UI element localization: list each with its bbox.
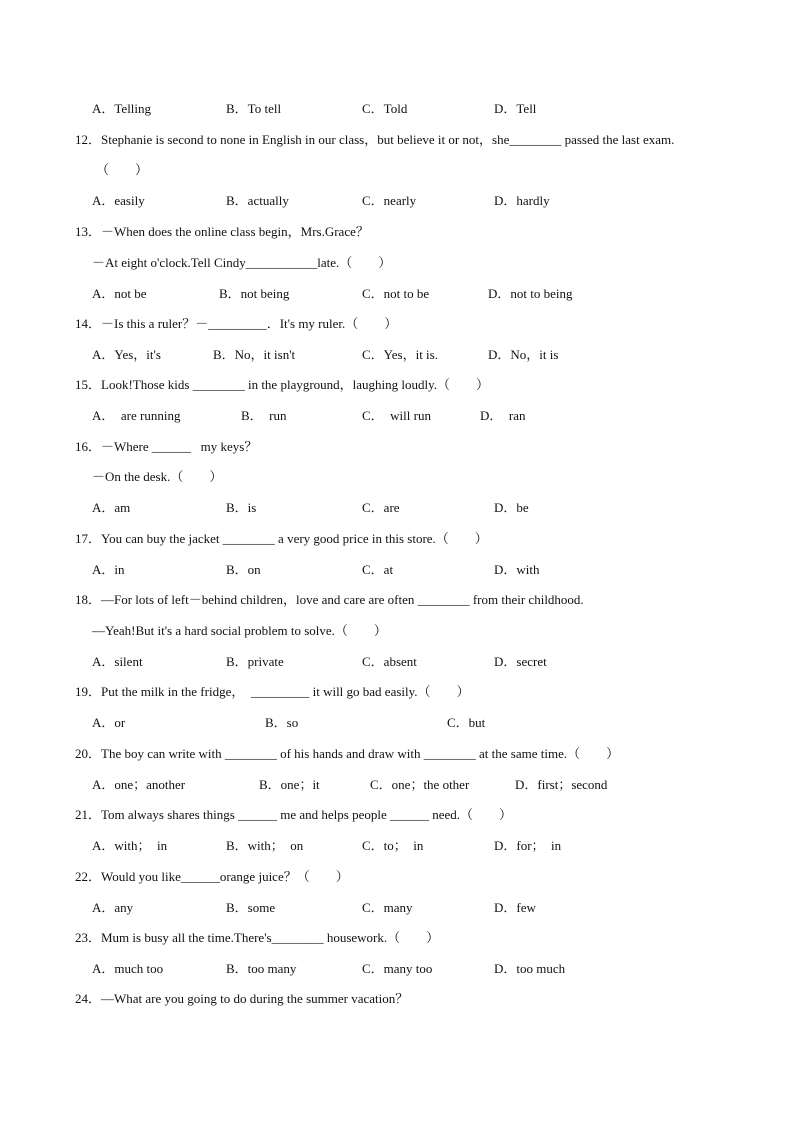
q16-options — [0, 498, 529, 518]
q20-option-c: C．one；the other — [370, 777, 470, 792]
q20-stem — [0, 744, 620, 764]
q13-option-b: B．not being — [219, 286, 290, 301]
q15-option-b: B． run — [241, 408, 287, 423]
q20-option-a: A．one；another — [92, 777, 186, 792]
q12-options — [0, 191, 550, 211]
q19-option-a: A．or — [92, 715, 126, 730]
q22-stem — [0, 867, 349, 887]
q24-stem-text: 24．—What are you going to do during the summer vacation？ — [75, 991, 409, 1006]
q19-option-b: B．so — [265, 715, 299, 730]
q18-line2 — [0, 621, 387, 641]
q15-stem-text: 15．Look!Those kids ________ in the playground，laughing loudly.（ ） — [75, 377, 490, 392]
q21-option-b: B．with； on — [226, 838, 304, 853]
q23-option-d: D．too much — [494, 961, 566, 976]
q23-option-b: B．too many — [226, 961, 297, 976]
q11-option-a: A．Telling — [92, 101, 152, 116]
q11-option-d: D．Tell — [494, 101, 537, 116]
q12-option-a: A．easily — [92, 193, 145, 208]
q21-options — [0, 836, 562, 856]
q22-stem-text: 22．Would you like______orange juice？（ ） — [75, 869, 349, 884]
q16-option-b: B．is — [226, 500, 257, 515]
q13-options — [0, 284, 573, 304]
q17-option-b: B．on — [226, 562, 261, 577]
q18-stem-text: 18．—For lots of left－behind children，love and care are often ________ from their childhood. — [75, 592, 584, 607]
q13-stem — [0, 222, 369, 242]
q21-stem — [0, 805, 513, 825]
q11-option-b: B．To tell — [226, 101, 282, 116]
q17-stem-text: 17．You can buy the jacket ________ a very good price in this store.（ ） — [75, 531, 488, 546]
q12-paren-line — [0, 160, 149, 180]
q13-line2 — [0, 253, 392, 273]
q19-stem — [0, 682, 470, 702]
q14-option-a: A．Yes，it's — [92, 347, 161, 362]
q16-option-d: D．be — [494, 500, 529, 515]
q16-stem-text: 16．－Where ______ my keys？ — [75, 439, 258, 454]
q15-option-d: D． ran — [480, 408, 526, 423]
q21-option-d: D．for； in — [494, 838, 562, 853]
q15-stem — [0, 375, 490, 395]
q17-stem — [0, 529, 488, 549]
q23-options — [0, 959, 566, 979]
q19-options — [0, 713, 486, 733]
q22-options — [0, 898, 536, 918]
q17-option-d: D．with — [494, 562, 540, 577]
q20-options — [0, 775, 608, 795]
q12-option-c: C．nearly — [362, 193, 417, 208]
q13-option-a: A．not be — [92, 286, 147, 301]
q15-option-c: C． will run — [362, 408, 431, 423]
q16-option-c: C．are — [362, 500, 400, 515]
q22-option-a: A．any — [92, 900, 134, 915]
q12-answer-paren: （ ） — [96, 162, 149, 177]
q21-option-c: C．to； in — [362, 838, 424, 853]
q15-options — [0, 406, 526, 426]
q12-stem-text: 12．Stephanie is second to none in English in our class，but believe it or not，she________ passed the last exam. — [75, 132, 675, 147]
q18-line2-text: —Yeah!But it's a hard social problem to solve.（ ） — [92, 623, 387, 638]
q23-stem — [0, 928, 440, 948]
q18-option-c: C．absent — [362, 654, 417, 669]
q18-options — [0, 652, 547, 672]
q15-option-a: A． are running — [92, 408, 181, 423]
q23-option-a: A．much too — [92, 961, 164, 976]
q23-stem-text: 23．Mum is busy all the time.There's________ housework.（ ） — [75, 930, 440, 945]
q16-line2 — [0, 467, 223, 487]
q18-stem — [0, 590, 584, 610]
q11-option-c: C．Told — [362, 101, 408, 116]
q16-option-a: A．am — [92, 500, 131, 515]
q13-line2-text: －At eight o'clock.Tell Cindy___________late.（ ） — [92, 255, 392, 270]
q20-option-d: D．first；second — [515, 777, 608, 792]
q12-stem — [0, 130, 675, 150]
q18-option-b: B．private — [226, 654, 284, 669]
q22-option-b: B．some — [226, 900, 276, 915]
q14-stem — [0, 314, 398, 334]
q22-option-c: C．many — [362, 900, 413, 915]
q14-option-b: B．No，it isn't — [213, 347, 296, 362]
q17-option-a: A．in — [92, 562, 125, 577]
q14-option-c: C．Yes，it is. — [362, 347, 438, 362]
q21-option-a: A．with； in — [92, 838, 168, 853]
q14-stem-text: 14．－Is this a ruler？－_________．It's my ruler.（ ） — [75, 316, 398, 331]
q23-option-c: C．many too — [362, 961, 433, 976]
q17-options — [0, 560, 540, 580]
q13-option-c: C．not to be — [362, 286, 430, 301]
q19-option-c: C．but — [447, 715, 486, 730]
q22-option-d: D．few — [494, 900, 536, 915]
q12-option-d: D．hardly — [494, 193, 550, 208]
q21-stem-text: 21．Tom always shares things ______ me and helps people ______ need.（ ） — [75, 807, 513, 822]
q11-options — [0, 99, 537, 119]
q14-option-d: D．No，it is — [488, 347, 559, 362]
q16-stem — [0, 437, 258, 457]
q20-option-b: B．one；it — [259, 777, 320, 792]
q17-option-c: C．at — [362, 562, 394, 577]
q18-option-d: D．secret — [494, 654, 547, 669]
q12-option-b: B．actually — [226, 193, 289, 208]
q13-stem-text: 13．－When does the online class begin，Mrs.Grace？ — [75, 224, 369, 239]
q16-line2-text: －On the desk.（ ） — [92, 469, 223, 484]
q14-options — [0, 345, 559, 365]
q20-stem-text: 20．The boy can write with ________ of his hands and draw with ________ at the same time.（ ） — [75, 746, 620, 761]
q19-stem-text: 19．Put the milk in the fridge， _________ it will go bad easily.（ ） — [75, 684, 470, 699]
q13-option-d: D．not to being — [488, 286, 573, 301]
q18-option-a: A．silent — [92, 654, 143, 669]
q24-stem — [0, 989, 409, 1009]
